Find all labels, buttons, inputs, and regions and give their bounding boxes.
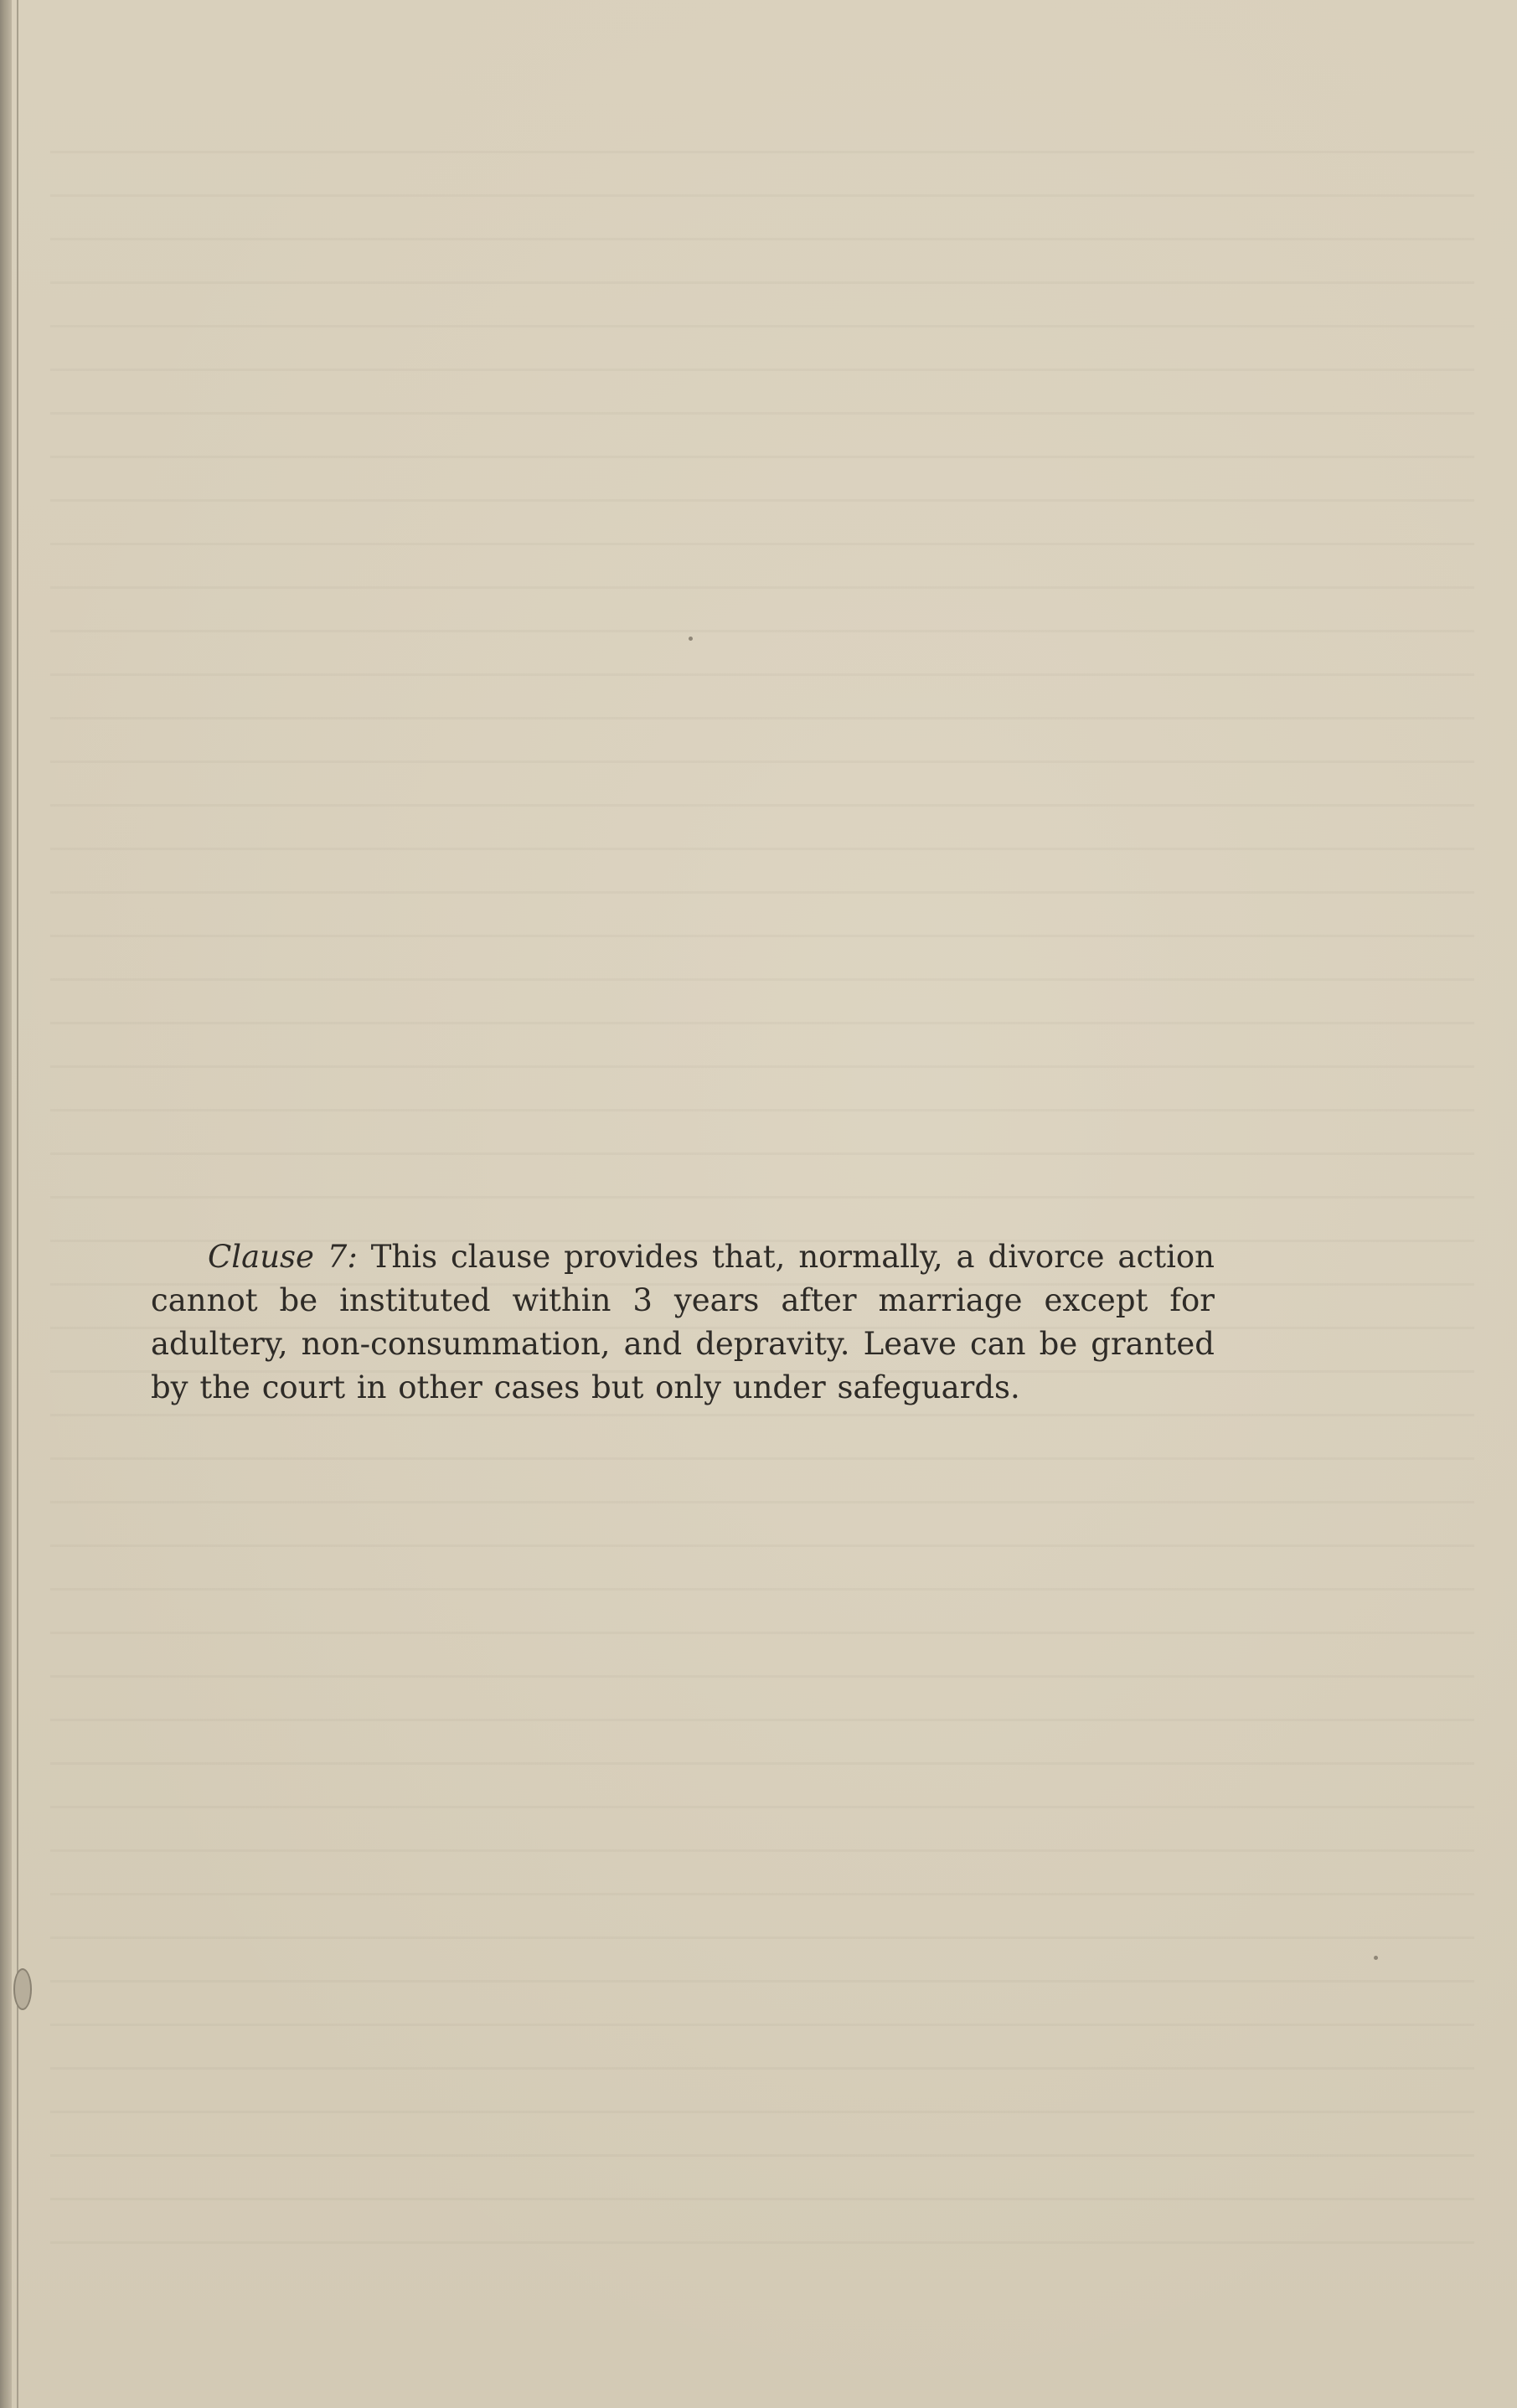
clause-label: Clause 7: bbox=[208, 1239, 358, 1275]
binding-notch bbox=[13, 1968, 32, 2010]
binding-line bbox=[17, 0, 18, 2408]
show-through-text bbox=[50, 151, 1474, 2261]
clause-paragraph bbox=[151, 1235, 1215, 1410]
clause-body-text: This clause provides that, normally, a divorce action cannot be instituted within 3 years after marriage except for adultery, non-consummation, and depravity. Leave can be granted by the court in other cases but only under safeguards. bbox=[151, 1239, 1215, 1405]
page-speck bbox=[689, 637, 693, 641]
binding-edge bbox=[0, 0, 12, 2408]
page-speck bbox=[1374, 1956, 1378, 1960]
